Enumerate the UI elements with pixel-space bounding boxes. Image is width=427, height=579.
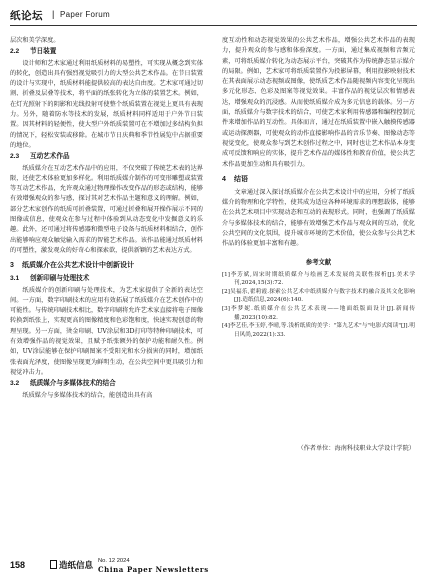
section-heading-3-2: 3.2 纸质媒介与多媒体技术的结合 xyxy=(10,380,116,388)
reference-item: [1]李芳斌,周宋时期纸质媒介与绘画艺术发展的关联性探析[J].美术学刊,2024,15(3):72. xyxy=(222,271,415,287)
paragraph: 设计师和艺术家通过利用纸质材料的易塑性，可实现从概念到实体的转化，创造出具有强烈视觉吸引力的大型公共艺术作品。在节日装置的设计与实现中，纸质材料能提供较高的表达自由度。艺术家可通过切割、折叠及层叠等技术，将平面的纸张转化为立体的装置艺术。例如，在灯光照射下的阴影和光线投射可使整个纸质装置在视觉上更具有表现力。另外，随着防水等技术的发展，纸质材料同样适用于户外节日装置。因其材料的轻便性，使大型户外纸质装置可在不增加过多结构负担的情况下，轻松安装或移除。在城市节日庆典和季节性展览中占据重要的地位。 xyxy=(10,59,203,149)
references-heading: 参考文献 xyxy=(305,258,332,266)
publication-name-english: China Paper Newsletters xyxy=(98,565,209,574)
paragraph: 纸质媒介在互动艺术作品中的应用，不仅突破了传统艺术表的达界限，还使艺术体验更加多样化。利用纸质媒介制作的可变形雕塑或装置等互动艺术作品，允许观众通过物理操作改变作品的形态或结构，能够有效增强观众的参与感，探讨其对艺术作品主题和意义的理解。例如，部分艺术家创作的纸质可折叠装置，可通过折叠和展开操作展示不同的图像或信息，使观众在参与过程中体验到从动态变化中发掘意义的乐趣。此外，还可通过将传感器和微型电子设备与纸质材料相结合，创作出能够响应观众触觉输入需求的智能艺术作品。该作品能通过纸质材料的可塑性，激发观众的好奇心和探索欲，提供新颖的艺术表达方式。 xyxy=(10,164,203,254)
paragraph: 层次和美学深度。 xyxy=(10,37,60,44)
page-header xyxy=(10,8,417,22)
reference-item: [3]李梦妮.纸质媒介在公共艺术表现——地面纸版面设计[J].新闻传播,2023(10):82. xyxy=(222,306,415,321)
reference-item: [4]李艺佳,李玉婷,李晴,等.浅析纸质的美学："第九艺术"与"电影式阅读"[J].明日风尚,2022(1):33. xyxy=(222,323,415,338)
paragraph: 文章通过深入探讨纸质媒介在公共艺术设计中的应用，分析了纸质媒介的物理和化学特性，使其成为适应各种环境需求的理想载体，能够在公共艺术项目中实现动态和互动的表现形式。同时，也强调了纸质媒介与多媒体技术的结合，能够有效增强艺术作品与观众间的互动，优化公共空间的文化氛围，提升城市环境的艺术价值，使公众参与公共艺术作品的体验更加丰富和有趣。 xyxy=(222,188,415,248)
section-heading-3-1: 3.1 创新印刷与处理技术 xyxy=(10,275,90,283)
header-divider xyxy=(10,25,417,26)
reference-item: [2]吴福乐,翟莉霞.探索公共艺术中纸质媒介与数字技术的融合及其文化影响[J].造纸信息,2024(6):140. xyxy=(222,288,415,304)
section-heading-2-2: 2.2 节日装置 xyxy=(10,48,57,56)
section-heading-3: 3 纸质媒介在公共艺术设计中创新设计 xyxy=(10,262,134,270)
issue-number: No. 12 2024 xyxy=(98,558,130,564)
paragraph: 度互动性和动态视觉效果的公共艺术作品，增强公共艺术作品的表现力，提升观众的参与感和体验深度。一方面，通过集成视频和音频元素，可将纸质媒介转化为动态展示平台，突破其作为传统静态显示媒介的局限。例如，艺术家可将纸质装置作为投影屏幕，利用投影映射技术在其表面展示动态视频或图像，使纸质艺术作品随视频内容变化呈现出多元化形态、色彩及图案等视觉效果。丰富作品的视觉层次和情感表达，增强观众的沉浸感。从而使纸质媒介成为多元信息的载体。另一方面，纸质媒介与数字技术的结合，可使艺术家利用传感器和编程控制元件来增加作品的互动性。具体而言，通过在纸质装置中嵌入触摸传感器或运动探测器，可使观众的动作直接影响作品的音乐节奏、图像动态等视觉变化，使观众参与到艺术创作过程之中，同时也让艺术作品本身变成可反馈和响应的实体，提升艺术作品的媒体性和教育价值，使公共艺术作品更加生动和具有吸引力。 xyxy=(222,37,415,168)
author-affiliation: （作者单位：海南科技职业大学设计学院） xyxy=(297,445,415,452)
column-name-english: Paper Forum xyxy=(60,9,110,19)
column-name: 纸论坛 xyxy=(10,10,43,22)
logo-mark-icon xyxy=(50,560,57,569)
paragraph: 纸质媒介与多媒体技术的结合，能创造出具有高 xyxy=(22,391,153,399)
section-heading-4: 4 结语 xyxy=(222,175,248,183)
page-footer xyxy=(10,558,417,574)
paragraph: 纸质媒介的创新印刷与处理技术，为艺术家提供了全新的表达空间。一方面，数字印刷技术的应用有效拓展了纸质媒介在艺术创作中的可能性。与传统印刷技术相比，数字印刷将允许艺术家直接将电子图像转换到纸张上，实现更高的图像精度和色彩饱和度，快速实现创意的物理呈现。另一方面，烫金印刷、UV涂层和3D打印等特种印刷技术，可有效增强作品的视觉效果，且赋予纸张额外的保护功能和耐久性。例如，UV涂层能够在保护印刷图案不受阳光和水分损害的同时，增加纸张表面光泽度，使图像呈现更为鲜明生动，在公共空间中更具吸引力和视觉冲击力。 xyxy=(10,286,203,376)
journal-logo: 造纸信息 xyxy=(50,559,93,571)
section-heading-2-3: 2.3 互动艺术作品 xyxy=(10,153,70,161)
left-column xyxy=(10,36,203,401)
right-column xyxy=(222,36,415,339)
header-separator: | xyxy=(52,9,55,19)
page-number: 158 xyxy=(10,560,26,570)
